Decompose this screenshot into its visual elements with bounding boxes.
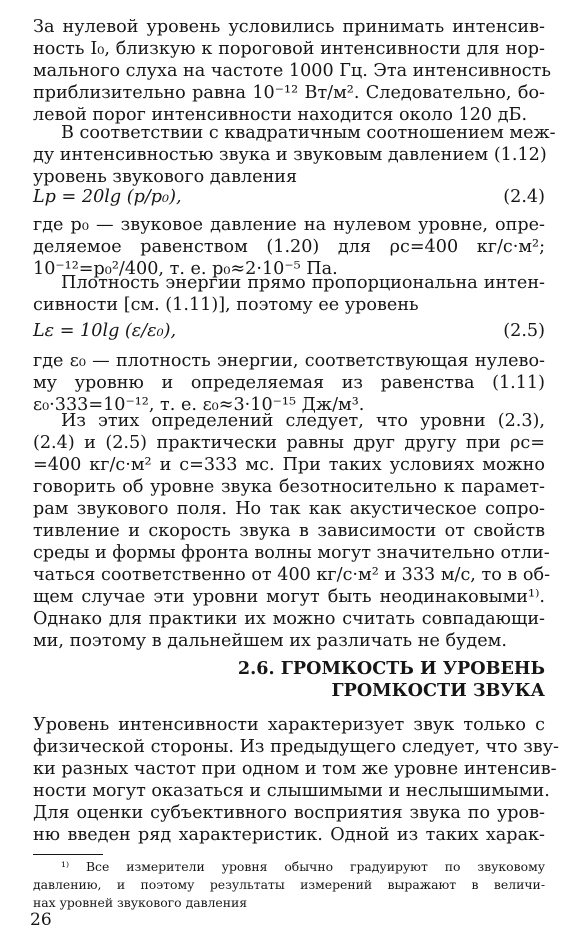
text-line: ность I₀, близкую к пороговой интенсивности для нор-	[33, 39, 545, 59]
equation-2-4	[33, 184, 545, 210]
section-heading	[33, 658, 545, 702]
text-line: деляемое равенством (1.20) для ρc=400 кг/с·м²;	[33, 237, 545, 257]
heading-line: 2.6. ГРОМКОСТЬ И УРОВЕНЬ	[237, 658, 545, 679]
paragraph-where-p0	[33, 214, 545, 280]
text-line: мального слуха на частоте 1000 Гц. Эта интенсивность	[33, 61, 551, 81]
equation-number: (2.4)	[503, 187, 545, 207]
equation-formula: Lp = 20lg (p/p₀),	[33, 187, 182, 207]
text-line: Уровень интенсивности характеризует звук только с	[33, 715, 545, 735]
footnote-divider	[33, 854, 103, 855]
paragraph-sound-pressure	[33, 122, 556, 188]
text-line: говорить об уровне звука безотносительно к парамет-	[33, 477, 545, 497]
footnote-line: нах уровней звукового давления	[33, 895, 248, 910]
text-line: физической стороны. Из предыдущего следует, что зву-	[33, 737, 559, 757]
text-line: сивности [см. (1.11)], поэтому ее уровень	[33, 295, 419, 315]
text-line: Из этих определений следует, что уровни (2.3),	[61, 411, 545, 431]
text-line: где ε₀ — плотность энергии, соответствующая нулево-	[33, 351, 545, 371]
text-line: ми, поэтому в дальнейшем их различать не будем.	[33, 631, 507, 651]
equation-formula: Lε = 10lg (ε/ε₀),	[33, 321, 177, 341]
text-line: Плотность энергии прямо пропорциональна интен-	[61, 273, 545, 293]
paragraph-loudness	[33, 714, 559, 846]
paragraph-definitions	[33, 410, 551, 652]
text-line: уровень звукового давления	[33, 167, 298, 187]
text-line: чаться соответственно от 400 кг/с·м² и 333 м/с, то в об-	[33, 565, 551, 585]
heading-line: ГРОМКОСТИ ЗВУКА	[331, 680, 545, 701]
text-line: где p₀ — звуковое давление на нулевом уровне, опре-	[33, 215, 545, 235]
text-line: За нулевой уровень условились принимать интенсив-	[33, 17, 545, 37]
equation-2-5	[33, 318, 545, 344]
page-number: 26	[30, 910, 52, 930]
text-line: (2.4) и (2.5) практически равны друг другу при ρc=	[33, 433, 545, 453]
text-line: =400 кг/с·м² и c=333 мс. При таких условиях можно	[33, 455, 545, 475]
text-line: Однако для практики их можно считать совпадающи-	[33, 609, 545, 629]
text-line: 10⁻¹²=p₀²/400, т. е. p₀≈2·10⁻⁵ Па.	[33, 259, 338, 279]
text-line: В соответствии с квадратичным соотношением меж-	[61, 123, 556, 143]
text-line: щем случае эти уровни могут быть неодинаковыми¹⁾.	[33, 587, 545, 607]
text-line: ε₀·333=10⁻¹², т. е. ε₀≈3·10⁻¹⁵ Дж/м³.	[33, 395, 365, 415]
text-line: ности могут оказаться и слышимыми и неслышимыми.	[33, 781, 550, 801]
text-line: среды и формы фронта волны могут значительно отли-	[33, 543, 550, 563]
text-line: рам звукового поля. Но так как акустическое сопро-	[33, 499, 545, 519]
footnote-line: ¹⁾ Все измерители уровня обычно градуируют по звуковому	[61, 859, 545, 874]
footnote	[33, 858, 545, 912]
footnote-line: давлению, и поэтому результаты измерений выражают в величи-	[33, 877, 545, 892]
paragraph-energy-density	[33, 272, 545, 316]
text-line: тивление и скорость звука в зависимости от свойств	[33, 521, 545, 541]
paragraph-where-e0	[33, 350, 545, 416]
text-line: ню введен ряд характеристик. Одной из таких харак-	[33, 825, 545, 845]
paragraph-zero-level	[33, 16, 551, 126]
text-line: му уровню и определяемая из равенства (1.11)	[33, 373, 545, 393]
equation-number: (2.5)	[503, 321, 545, 341]
text-line: ки разных частот при одном и том же уровне интенсив-	[33, 759, 557, 779]
text-line: приблизительно равна 10⁻¹² Вт/м². Следовательно, бо-	[33, 83, 545, 103]
text-line: Для оценки субъективного восприятия звука по уров-	[33, 803, 545, 823]
text-line: ду интенсивностью звука и звуковым давлением (1.12)	[33, 145, 547, 165]
text-line: левой порог интенсивности находится около 120 дБ.	[33, 105, 528, 125]
